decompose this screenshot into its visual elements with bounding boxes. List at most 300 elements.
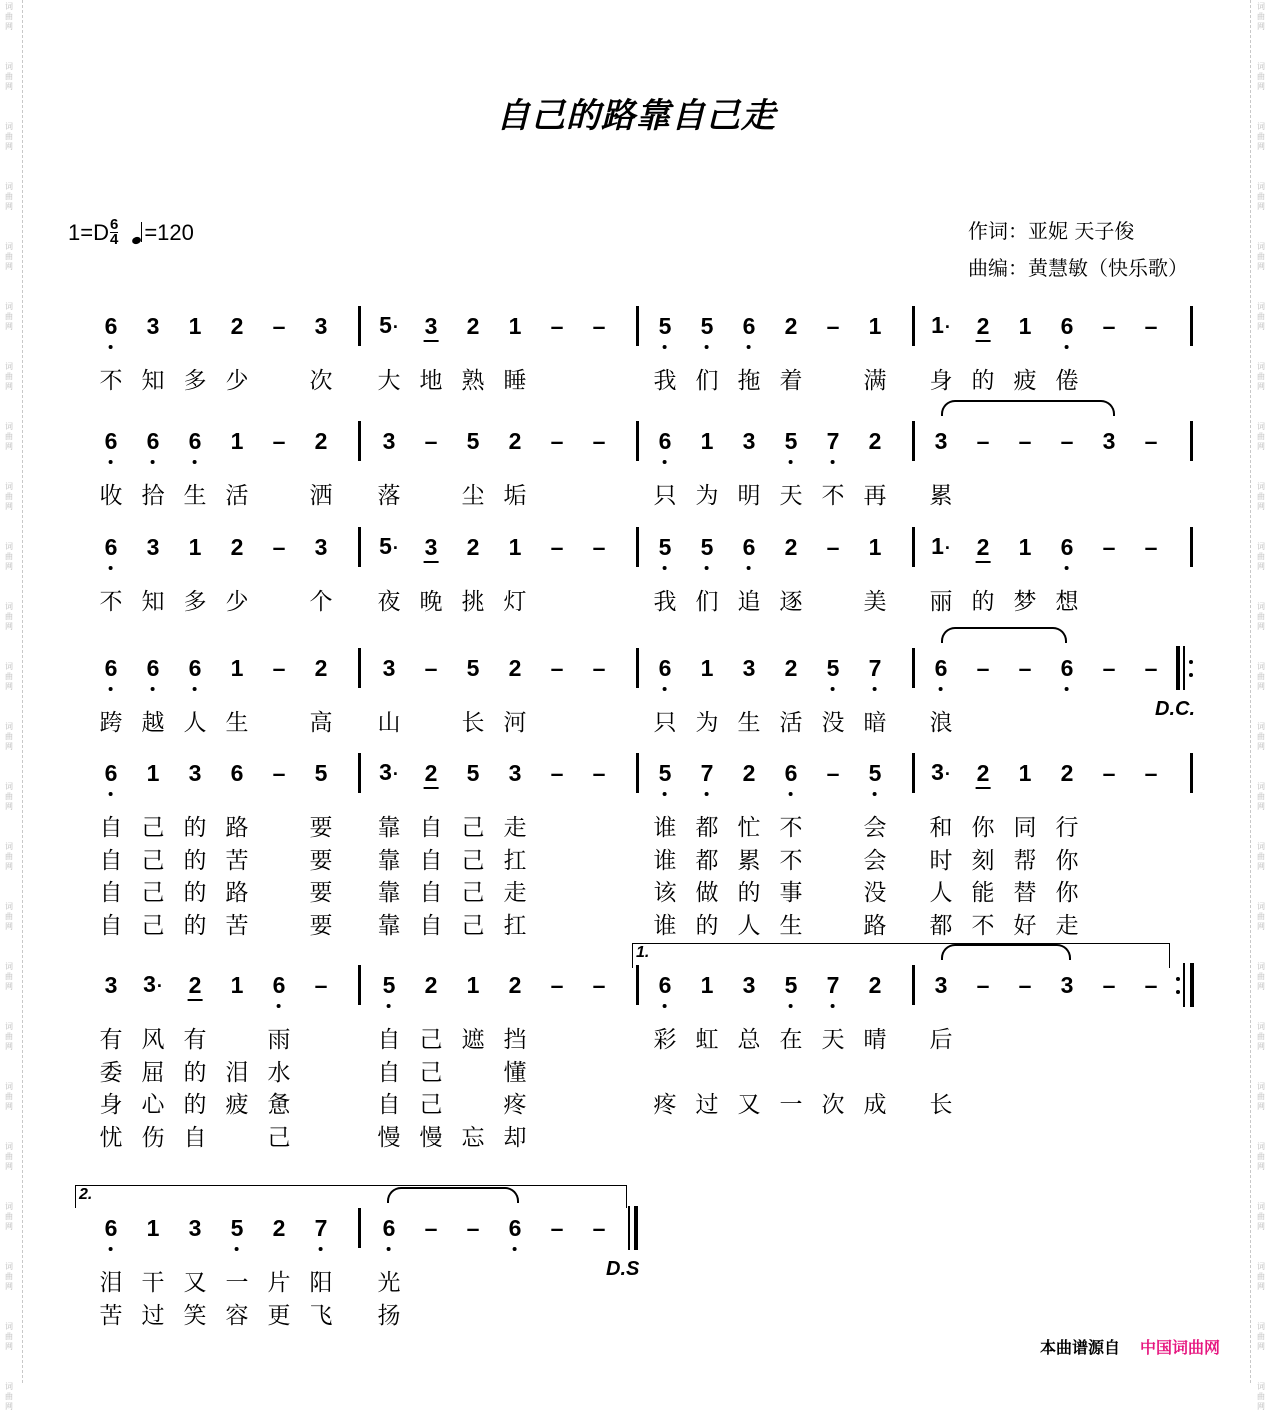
lyric-syllable: 天 — [821, 1027, 845, 1053]
note: 2 — [508, 655, 522, 681]
double-bar-thick — [634, 1206, 638, 1250]
lyric-syllable: 己 — [419, 1092, 443, 1118]
note: 1 — [508, 313, 522, 339]
note: 2 — [425, 760, 438, 786]
lyric-syllable: 没 — [863, 880, 887, 906]
note: 6 — [105, 655, 118, 681]
watermark-text: 词 曲 网 — [1257, 962, 1265, 991]
lyric-syllable: 走 — [1055, 912, 1079, 939]
dash-note: – — [1144, 428, 1158, 454]
watermark-text: 词 曲 网 — [1257, 902, 1265, 931]
lyric-syllable: 不 — [971, 912, 995, 939]
low-octave-dot — [831, 1004, 835, 1008]
note: 3 — [742, 428, 756, 454]
watermark-text: 词 曲 网 — [1257, 1382, 1265, 1411]
lyric-syllable: 人 — [737, 912, 761, 939]
lyric-syllable: 委 — [99, 1059, 123, 1086]
note: 3 — [934, 972, 948, 998]
watermark-text: 词 曲 网 — [5, 542, 13, 571]
low-octave-dot — [663, 566, 667, 570]
watermark-text: 词 曲 网 — [5, 902, 13, 931]
lyric-syllable: 美 — [863, 589, 887, 615]
lyric-syllable: 好 — [1013, 912, 1037, 939]
lyric-syllable: 己 — [141, 847, 165, 874]
lyric-syllable: 的 — [183, 1059, 207, 1086]
dash-note: – — [424, 428, 438, 454]
lyric-syllable: 我 — [653, 368, 677, 394]
lyric-syllable: 有 — [99, 1027, 123, 1053]
lyric-syllable: 和 — [929, 815, 953, 841]
underline-beam — [424, 787, 439, 789]
note: 6 — [147, 428, 160, 454]
volta-bracket-1 — [632, 943, 1170, 968]
lyric-syllable: 不 — [779, 815, 803, 841]
lyric-syllable: 自 — [419, 880, 443, 906]
lyric-syllable: 自 — [183, 1124, 207, 1151]
note: 5 — [659, 313, 672, 339]
note: 2 — [977, 313, 990, 339]
lyric-syllable: 山 — [377, 710, 401, 736]
lyric-syllable: 累 — [737, 847, 761, 874]
watermark-text: 词 曲 网 — [1257, 1322, 1265, 1351]
note: 5 — [314, 760, 328, 786]
lyric-syllable: 靠 — [377, 880, 401, 906]
dash-note: – — [1144, 655, 1158, 681]
song-title: 自己的路靠自己走 — [496, 96, 776, 136]
dash-note: – — [272, 655, 286, 681]
lyric-syllable: 为 — [695, 483, 719, 509]
lyric-syllable: 自 — [99, 912, 123, 939]
watermark-text: 词 曲 网 — [5, 782, 13, 811]
lyric-syllable: 一 — [779, 1092, 803, 1118]
bar-line — [636, 965, 639, 1005]
site-link[interactable]: 中国词曲网 — [1140, 1340, 1221, 1357]
low-octave-dot — [109, 687, 113, 691]
lyric-syllable: 要 — [309, 912, 333, 939]
dash-note: – — [314, 972, 328, 998]
augmentation-dot: · — [944, 538, 951, 558]
dash-note: – — [592, 760, 606, 786]
lyric-syllable: 都 — [929, 912, 953, 939]
low-octave-dot — [705, 566, 709, 570]
lyric-syllable: 活 — [779, 710, 803, 736]
note: 3 — [742, 655, 756, 681]
lyric-syllable: 个 — [309, 589, 333, 615]
lyric-syllable: 己 — [141, 815, 165, 841]
lyric-syllable: 只 — [653, 710, 677, 736]
note: 1 — [868, 313, 882, 339]
augmentation-dot: · — [392, 317, 399, 337]
lyric-syllable: 在 — [779, 1027, 803, 1053]
watermark-text: 词 曲 网 — [1257, 1022, 1265, 1051]
lyric-syllable: 谁 — [653, 847, 677, 874]
watermark-text: 词 曲 网 — [5, 962, 13, 991]
time-signature — [110, 218, 118, 247]
low-octave-dot — [109, 460, 113, 464]
augmentation-dot: · — [156, 976, 163, 996]
note: 6 — [659, 428, 672, 454]
low-octave-dot — [109, 1247, 113, 1251]
lyric-syllable: 活 — [225, 483, 249, 509]
note: 3 — [1102, 428, 1116, 454]
low-octave-dot — [387, 1004, 391, 1008]
note: 6 — [743, 313, 756, 339]
lyric-syllable: 飞 — [309, 1302, 333, 1329]
note: 5 — [659, 534, 672, 560]
lyric-syllable: 收 — [99, 483, 123, 509]
lyric-syllable: 己 — [141, 912, 165, 939]
lyric-syllable: 都 — [695, 847, 719, 874]
lyric-syllable: 晴 — [863, 1027, 887, 1053]
bar-line — [1190, 753, 1193, 793]
low-octave-dot — [789, 1004, 793, 1008]
low-octave-dot — [235, 1247, 239, 1251]
lyric-syllable: 累 — [929, 483, 953, 509]
lyric-syllable: 暗 — [863, 710, 887, 736]
note: 6 — [1061, 534, 1074, 560]
watermark-text: 词 曲 网 — [1257, 542, 1265, 571]
note: 2 — [314, 655, 328, 681]
note: 1 — [230, 972, 244, 998]
low-octave-dot — [109, 345, 113, 349]
lyric-syllable: 行 — [1055, 815, 1079, 841]
low-octave-dot — [277, 1004, 281, 1008]
note: 3· — [379, 759, 399, 785]
lyric-syllable: 伤 — [141, 1124, 165, 1151]
watermark-text: 词 曲 网 — [5, 602, 13, 631]
dash-note: – — [272, 760, 286, 786]
bar-line — [358, 1208, 361, 1248]
bar-line — [358, 753, 361, 793]
note: 6 — [1061, 655, 1074, 681]
lyric-syllable: 的 — [971, 589, 995, 615]
lyric-syllable: 都 — [695, 815, 719, 841]
note: 1 — [1018, 760, 1032, 786]
note: 6 — [105, 313, 118, 339]
note: 2 — [1060, 760, 1074, 786]
source-footer — [1040, 1335, 1220, 1358]
repeat-dot — [1189, 673, 1193, 677]
dash-note: – — [826, 760, 840, 786]
lyric-syllable: 己 — [461, 815, 485, 841]
lyric-syllable: 同 — [1013, 815, 1037, 841]
low-octave-dot — [319, 1247, 323, 1251]
lyric-syllable: 更 — [267, 1302, 291, 1329]
lyric-syllable: 扛 — [503, 912, 527, 939]
lyric-syllable: 挡 — [503, 1027, 527, 1053]
watermark-text: 词 曲 网 — [1257, 62, 1265, 91]
watermark-text: 词 曲 网 — [5, 1262, 13, 1291]
lyric-syllable: 自 — [99, 847, 123, 874]
lyric-syllable: 要 — [309, 880, 333, 906]
lyric-syllable: 自 — [419, 815, 443, 841]
dash-note: – — [550, 534, 564, 560]
watermark-text: 词 曲 网 — [1257, 1142, 1265, 1171]
lyric-syllable: 逐 — [779, 589, 803, 615]
watermark-text: 词 曲 网 — [1257, 1082, 1265, 1111]
note: 5 — [701, 534, 714, 560]
lyric-syllable: 会 — [863, 815, 887, 841]
dash-note: – — [550, 655, 564, 681]
note: 6 — [105, 1215, 118, 1241]
lyric-syllable: 疼 — [653, 1092, 677, 1118]
dash-note: – — [1144, 313, 1158, 339]
low-octave-dot — [705, 345, 709, 349]
dash-note: – — [592, 534, 606, 560]
note: 2 — [272, 1215, 286, 1241]
lyric-syllable: 己 — [461, 880, 485, 906]
note: 2 — [466, 313, 480, 339]
note: 7 — [827, 972, 840, 998]
lyric-syllable: 人 — [929, 880, 953, 906]
lyric-syllable: 己 — [461, 847, 485, 874]
low-octave-dot — [1065, 345, 1069, 349]
watermark-text: 词 曲 网 — [1257, 422, 1265, 451]
lyric-syllable: 大 — [377, 368, 401, 394]
dash-note: – — [272, 534, 286, 560]
dash-note: – — [1102, 534, 1116, 560]
dash-note: – — [550, 428, 564, 454]
note: 5 — [701, 313, 714, 339]
right-margin-line — [1250, 0, 1251, 1383]
watermark-text: 词 曲 网 — [1257, 362, 1265, 391]
note: 1 — [868, 534, 882, 560]
low-octave-dot — [1065, 687, 1069, 691]
lyric-syllable: 帮 — [1013, 847, 1037, 874]
lyric-syllable: 疼 — [503, 1092, 527, 1118]
lyric-syllable: 晚 — [419, 589, 443, 615]
lyric-syllable: 多 — [183, 368, 207, 394]
lyric-syllable: 的 — [971, 368, 995, 394]
composer-credit: 曲编：黄慧敏（快乐歌） — [968, 256, 1188, 280]
lyric-syllable: 拾 — [141, 483, 165, 509]
repeat-bar-thin — [1183, 646, 1185, 690]
lyric-syllable: 夜 — [377, 589, 401, 615]
low-octave-dot — [109, 792, 113, 796]
note: 6 — [743, 534, 756, 560]
note: 1 — [1018, 313, 1032, 339]
lyric-syllable: 自 — [377, 1059, 401, 1086]
lyric-syllable: 自 — [419, 847, 443, 874]
dash-note: – — [1060, 428, 1074, 454]
note: 1 — [146, 1215, 160, 1241]
bar-line — [358, 965, 361, 1005]
bar-line — [636, 648, 639, 688]
lyric-syllable: 只 — [653, 483, 677, 509]
lyric-syllable: 后 — [929, 1027, 953, 1053]
lyric-syllable: 谁 — [653, 912, 677, 939]
watermark-text: 词 曲 网 — [5, 722, 13, 751]
lyric-syllable: 替 — [1013, 880, 1037, 906]
lyric-syllable: 刻 — [971, 847, 995, 874]
underline-beam — [976, 787, 991, 789]
underline-beam — [188, 999, 203, 1001]
note: 1 — [146, 760, 160, 786]
note: 2 — [977, 534, 990, 560]
note: 2 — [424, 972, 438, 998]
note: 1 — [188, 313, 202, 339]
lyric-syllable: 洒 — [309, 483, 333, 509]
dash-note: – — [976, 655, 990, 681]
note: 3 — [425, 313, 438, 339]
low-octave-dot — [193, 687, 197, 691]
note: 3 — [146, 313, 160, 339]
lyric-syllable: 垢 — [503, 483, 527, 509]
lyric-syllable: 长 — [461, 710, 485, 736]
lyric-syllable: 慢 — [377, 1124, 401, 1151]
note: 2 — [742, 760, 756, 786]
dc-mark: D.C. — [1155, 698, 1195, 720]
lyric-syllable: 慢 — [419, 1124, 443, 1151]
watermark-text: 词 曲 网 — [5, 62, 13, 91]
note: 2 — [508, 428, 522, 454]
lyric-syllable: 的 — [737, 880, 761, 906]
lyric-syllable: 泪 — [225, 1059, 249, 1086]
lyric-syllable: 不 — [779, 847, 803, 874]
note: 5 — [466, 760, 480, 786]
watermark-text: 词 曲 网 — [1257, 782, 1265, 811]
note: 2 — [230, 313, 244, 339]
low-octave-dot — [747, 566, 751, 570]
low-octave-dot — [663, 687, 667, 691]
note: 2 — [868, 428, 882, 454]
lyric-syllable: 屈 — [141, 1059, 165, 1086]
low-octave-dot — [831, 460, 835, 464]
repeat-dot — [1189, 660, 1193, 664]
lyric-syllable: 苦 — [225, 912, 249, 939]
lyric-syllable: 靠 — [377, 912, 401, 939]
dash-note: – — [1018, 972, 1032, 998]
note: 6 — [659, 655, 672, 681]
low-octave-dot — [151, 687, 155, 691]
lyric-syllable: 不 — [99, 368, 123, 394]
dash-note: – — [272, 313, 286, 339]
note: 7 — [701, 760, 714, 786]
watermark-text: 词 曲 网 — [5, 2, 13, 31]
repeat-bar-thin — [1183, 963, 1185, 1007]
low-octave-dot — [789, 792, 793, 796]
note: 1 — [466, 972, 480, 998]
dash-note: – — [1102, 655, 1116, 681]
bar-line — [636, 527, 639, 567]
lyric-syllable: 不 — [821, 483, 845, 509]
lyric-syllable: 路 — [225, 815, 249, 841]
double-bar-thin — [628, 1206, 630, 1250]
repeat-dot — [1176, 990, 1180, 994]
dash-note: – — [1102, 313, 1116, 339]
bar-line — [912, 753, 915, 793]
note: 6 — [105, 534, 118, 560]
lyric-syllable: 着 — [779, 368, 803, 394]
note: 3 — [314, 313, 328, 339]
lyric-syllable: 跨 — [99, 710, 123, 736]
lyric-syllable: 有 — [183, 1027, 207, 1053]
note: 2 — [230, 534, 244, 560]
low-octave-dot — [747, 345, 751, 349]
lyric-syllable: 一 — [225, 1270, 249, 1296]
note: 1· — [931, 312, 951, 338]
bar-line — [912, 965, 915, 1005]
lyric-syllable: 虹 — [695, 1027, 719, 1053]
lyric-syllable: 要 — [309, 815, 333, 841]
lyric-syllable: 雨 — [267, 1027, 291, 1053]
note: 1 — [508, 534, 522, 560]
underline-beam — [424, 340, 439, 342]
bar-line — [358, 306, 361, 346]
note: 5 — [466, 655, 480, 681]
low-octave-dot — [151, 460, 155, 464]
note: 1 — [700, 428, 714, 454]
dash-note: – — [592, 313, 606, 339]
dash-note: – — [550, 760, 564, 786]
lyric-syllable: 忧 — [99, 1124, 123, 1151]
lyric-syllable: 梦 — [1013, 589, 1037, 615]
lyric-syllable: 过 — [141, 1302, 165, 1329]
note: 1 — [230, 655, 244, 681]
lyric-syllable: 生 — [779, 912, 803, 939]
lyricist-credit: 作词：亚妮 天子俊 — [968, 219, 1135, 243]
watermark-text: 词 曲 网 — [1257, 122, 1265, 151]
note: 1 — [188, 534, 202, 560]
watermark-text: 词 曲 网 — [5, 1322, 13, 1351]
watermark-text: 词 曲 网 — [5, 1382, 13, 1411]
lyric-syllable: 们 — [695, 368, 719, 394]
note: 1· — [931, 533, 951, 559]
dash-note: – — [424, 1215, 438, 1241]
lyric-syllable: 笑 — [183, 1302, 207, 1329]
note: 3 — [382, 655, 396, 681]
note: 3 — [1060, 972, 1074, 998]
lyric-syllable: 该 — [653, 880, 677, 906]
lyric-syllable: 疲 — [225, 1092, 249, 1118]
lyric-syllable: 干 — [141, 1270, 165, 1296]
dash-note: – — [424, 655, 438, 681]
note: 3 — [188, 760, 202, 786]
lyric-syllable: 己 — [419, 1027, 443, 1053]
lyric-syllable: 泪 — [99, 1270, 123, 1296]
augmentation-dot: · — [392, 764, 399, 784]
note: 3· — [143, 971, 163, 997]
watermark-text: 词 曲 网 — [1257, 602, 1265, 631]
lyric-syllable: 又 — [183, 1270, 207, 1296]
note: 5 — [466, 428, 480, 454]
note: 1 — [230, 428, 244, 454]
watermark-text: 词 曲 网 — [5, 1142, 13, 1171]
left-margin-line — [22, 0, 23, 1383]
watermark-text: 词 曲 网 — [1257, 302, 1265, 331]
watermark-text: 词 曲 网 — [5, 662, 13, 691]
lyric-syllable: 却 — [503, 1124, 527, 1151]
watermark-text: 词 曲 网 — [5, 302, 13, 331]
lyric-syllable: 光 — [377, 1270, 401, 1296]
bar-line — [636, 306, 639, 346]
note: 6 — [935, 655, 948, 681]
low-octave-dot — [831, 687, 835, 691]
low-octave-dot — [513, 1247, 517, 1251]
lyric-syllable: 时 — [929, 847, 953, 874]
watermark-text: 词 曲 网 — [5, 1202, 13, 1231]
lyric-syllable: 自 — [99, 815, 123, 841]
volta-bracket-2 — [75, 1185, 627, 1208]
lyric-syllable: 满 — [863, 368, 887, 394]
dash-note: – — [1018, 655, 1032, 681]
note: 1 — [700, 972, 714, 998]
lyric-syllable: 想 — [1055, 589, 1079, 615]
note: 1 — [700, 655, 714, 681]
lyric-syllable: 忘 — [461, 1124, 485, 1151]
dash-note: – — [550, 313, 564, 339]
ds-mark: D.S — [606, 1258, 640, 1280]
